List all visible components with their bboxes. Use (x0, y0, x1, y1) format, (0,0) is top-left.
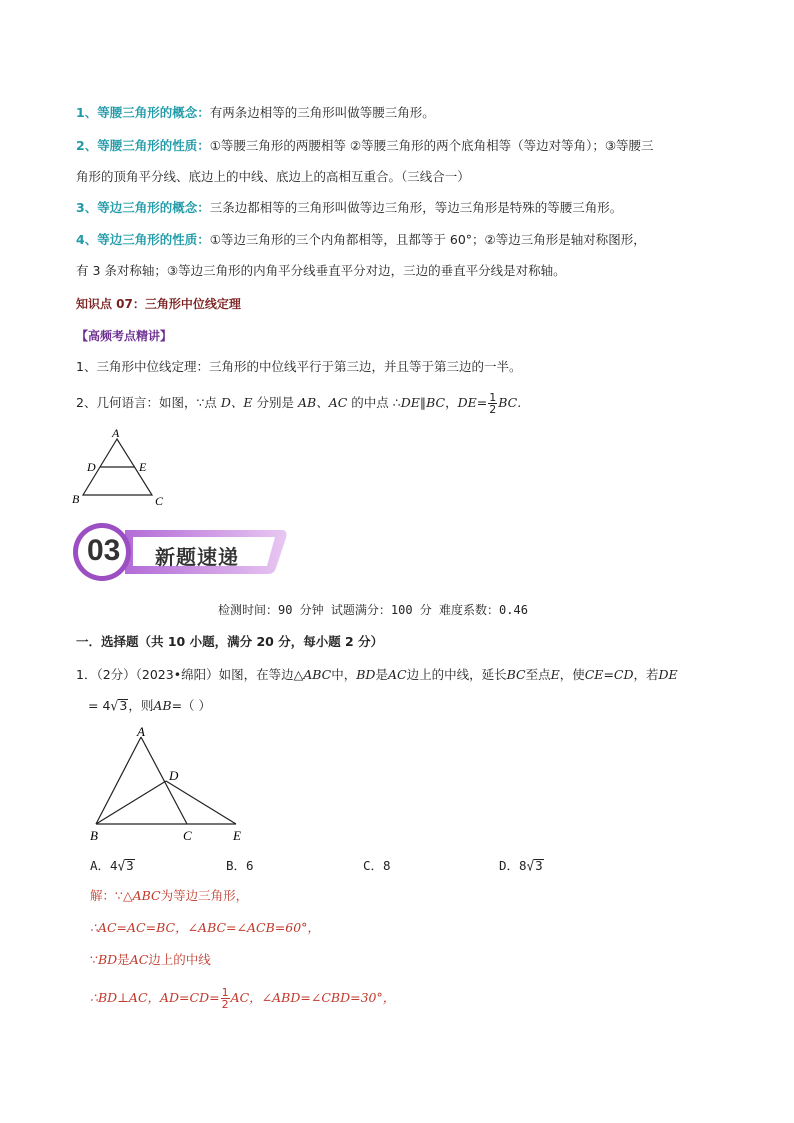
q1-l2-t2: ，则 (128, 698, 154, 713)
sol-l3-b: BD (97, 952, 118, 967)
item-3-title: 等边三角形的概念： (97, 200, 210, 215)
p2-text-j: DE (457, 395, 477, 410)
item-2-text-2: 角形的顶角平分线、底边上的中线、底边上的高相互重合。（三线合一） (76, 169, 470, 184)
option-a-label: A．4 (90, 858, 118, 873)
option-a[interactable]: A．4√3 (90, 857, 134, 874)
q1-t3: 中， (331, 667, 357, 682)
half-fraction (488, 392, 497, 415)
p2-text-d: AB、AC (298, 395, 348, 410)
q1-t14: CD (613, 667, 634, 682)
p2-text-b: D、E (220, 395, 253, 410)
q1-t12: CE (584, 667, 604, 682)
sol-l1-a: 解：∵△ (90, 888, 133, 903)
fig2-label-d: D (169, 768, 179, 783)
sol-l3-e: 边上的中线 (148, 952, 211, 967)
q1-t2: ABC (303, 667, 332, 682)
q1-l2-t3: AB (153, 698, 172, 713)
item-4-title: 等边三角形的性质： (97, 232, 210, 247)
q1-t9: 至点 (525, 667, 551, 682)
item-1-num: 1、 (76, 105, 98, 120)
fig2-label-c: C (183, 828, 192, 843)
fig1-label-d: D (87, 460, 96, 474)
p2-text-a: 2、几何语言：如图，∵点 (76, 395, 221, 410)
q1-l2-sqrt: 3 (119, 698, 128, 713)
section-title: 一．选择题（共 10 小题，满分 20 分，每小题 2 分） (76, 634, 384, 649)
sol-fraction-num: 1 (221, 986, 229, 999)
p2-text-f: DE (400, 395, 420, 410)
sol-l3-a: ∵ (90, 952, 98, 967)
item-3-num: 3、 (76, 200, 98, 215)
midline-triangle-figure (66, 425, 176, 510)
option-d-label: D．8 (499, 858, 527, 873)
q1-t6: AC (387, 667, 407, 682)
p2-text-l: BC (498, 395, 518, 410)
item-4-text-1: ①等边三角形的三个内角都相等，且都等于 60°；②等边三角形是轴对称图形， (209, 232, 646, 247)
q1-t10: E (550, 667, 560, 682)
p2-text-c: 分别是 (252, 395, 298, 410)
sol-l1-b: ABC (132, 888, 161, 903)
section-07-p2 (76, 388, 521, 418)
sol-l3-d: AC (129, 952, 149, 967)
item-1-title: 等腰三角形的概念： (97, 105, 210, 120)
fig1-label-e: E (139, 460, 147, 474)
p2-text-g: ∥ (419, 395, 427, 410)
option-d-sqrt: 3 (535, 858, 543, 873)
p2-text-k: = (476, 395, 488, 410)
q1-t5: 是 (375, 667, 388, 682)
item-3 (76, 199, 622, 217)
q1-l2-t4: =（ ） (171, 698, 212, 713)
sol-fraction (221, 987, 230, 1010)
fig1-label-a: A (112, 426, 120, 440)
item-4 (76, 231, 646, 249)
solution-line-3 (90, 951, 211, 969)
fig1-label-b: B (72, 492, 80, 506)
option-d[interactable]: D．8√3 (499, 857, 543, 874)
question-1-figure (80, 722, 260, 847)
item-2 (76, 137, 654, 155)
q1-t4: BD (356, 667, 376, 682)
sol-l1-c: 为等边三角形， (160, 888, 249, 903)
fraction-denominator: 2 (489, 403, 497, 416)
fig2-label-a: A (137, 724, 145, 739)
fraction-numerator: 1 (489, 391, 497, 404)
item-2-text-1: ①等腰三角形的两腰相等 ②等腰三角形的两个底角相等（等边对等角）；③等腰三 (209, 138, 654, 153)
q1-t7: 边上的中线，延长 (406, 667, 507, 682)
fig1-label-c: C (155, 494, 164, 508)
item-4-text-2: 有 3 条对称轴；③等边三角形的内角平分线垂直平分对边，三边的垂直平分线是对称轴。 (76, 263, 566, 278)
sol-l4-b: AC，∠ABD=∠CBD=30°， (230, 990, 396, 1005)
section-07-subheading: 【高频考点精讲】 (76, 329, 173, 343)
section-07-heading: 知识点 07：三角形中位线定理 (76, 297, 241, 311)
option-b[interactable]: B．6 (226, 858, 254, 873)
sol-l4-a: ∴BD⊥AC，AD=CD= (90, 990, 220, 1005)
question-1-line-1 (76, 666, 678, 684)
q1-l2-t1: = 4 (88, 698, 111, 713)
q1-t8: BC (506, 667, 526, 682)
solution-line-2: ∴AC=AC=BC，∠ABC=∠ACB=60°， (90, 920, 320, 935)
item-4-cont (76, 262, 566, 280)
p2-text-h: BC (426, 395, 446, 410)
test-info: 检测时间：90 分钟 试题满分：100 分 难度系数：0.46 (218, 603, 528, 617)
section-07-p1: 1、三角形中位线定理：三角形的中位线平行于第三边，并且等于第三边的一半。 (76, 359, 522, 374)
p2-text-m: . (517, 395, 522, 410)
option-a-sqrt: 3 (126, 858, 134, 873)
item-3-text: 三条边都相等的三角形叫做等边三角形，等边三角形是特殊的等腰三角形。 (209, 200, 623, 215)
solution-line-1 (90, 887, 248, 905)
p2-text-i: ， (445, 395, 458, 410)
p2-text-e: 的中点 ∴ (347, 395, 401, 410)
q1-t1: 1．（2分）（2023•绵阳）如图，在等边△ (76, 667, 304, 682)
sol-l3-c: 是 (117, 952, 130, 967)
sol-fraction-den: 2 (221, 998, 229, 1011)
item-2-num: 2、 (76, 138, 98, 153)
question-1-line-2: = 4√3，则AB=（ ） (88, 697, 212, 714)
q1-t13: = (603, 667, 614, 682)
item-1-text: 有两条边相等的三角形叫做等腰三角形。 (209, 105, 435, 120)
fig2-label-b: B (90, 828, 98, 843)
q1-t15: ，若 (633, 667, 659, 682)
banner-number: 03 (87, 534, 121, 567)
q1-t16: DE (658, 667, 678, 682)
item-2-title: 等腰三角形的性质： (97, 138, 210, 153)
option-c[interactable]: C．8 (363, 858, 391, 873)
fig2-label-e: E (233, 828, 241, 843)
item-4-num: 4、 (76, 232, 98, 247)
q1-t11: ，使 (559, 667, 585, 682)
banner-title: 新题速递 (155, 545, 239, 569)
solution-line-4 (90, 983, 395, 1013)
item-2-cont (76, 168, 470, 186)
item-1 (76, 104, 435, 122)
